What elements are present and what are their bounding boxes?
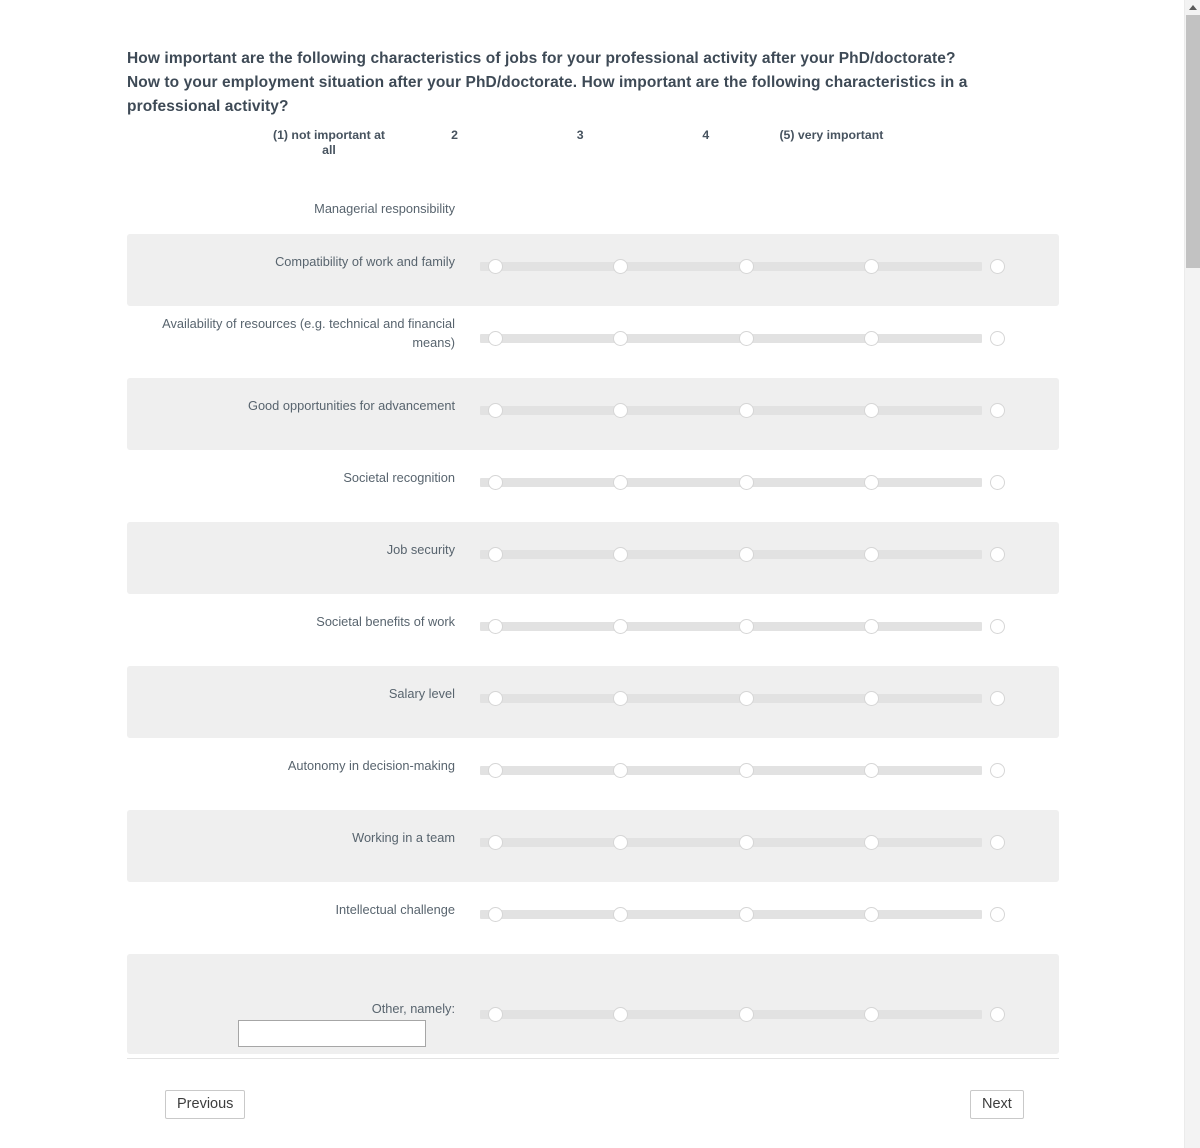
matrix-row <box>127 234 1059 306</box>
row-label: Intellectual challenge <box>335 902 455 917</box>
slider-track[interactable] <box>480 1010 982 1019</box>
matrix-row <box>127 882 1059 954</box>
slider-handle-5[interactable] <box>990 619 1005 634</box>
question-heading-line2: Now to your employment situation after your PhD/doctorate. How important are the following characteristics in a professional activity? <box>127 74 968 115</box>
slider-handle-1[interactable] <box>488 331 503 346</box>
browser-scrollbar-thumb[interactable] <box>1186 15 1200 268</box>
slider-handle-5[interactable] <box>990 331 1005 346</box>
slider-handle-1[interactable] <box>488 547 503 562</box>
slider-handle-1[interactable] <box>488 1007 503 1022</box>
slider-track[interactable] <box>480 838 982 847</box>
slider-handle-3[interactable] <box>739 331 754 346</box>
matrix-row <box>127 306 1059 378</box>
matrix-header-row <box>127 124 1059 162</box>
slider-handle-5[interactable] <box>990 259 1005 274</box>
row-label: Autonomy in decision-making <box>287 758 455 773</box>
footer-divider <box>127 1058 1059 1059</box>
slider-handle-1[interactable] <box>488 835 503 850</box>
matrix-row <box>127 522 1059 594</box>
slider-handle-1[interactable] <box>488 691 503 706</box>
slider-track[interactable] <box>480 478 982 487</box>
browser-scrollbar[interactable] <box>1184 0 1200 1148</box>
matrix-row <box>127 162 1059 234</box>
slider-handle-2[interactable] <box>613 403 628 418</box>
slider-handle-4[interactable] <box>864 331 879 346</box>
slider-handle-4[interactable] <box>864 547 879 562</box>
slider-track[interactable] <box>480 766 982 775</box>
slider-handle-2[interactable] <box>613 331 628 346</box>
slider-handle-2[interactable] <box>613 1007 628 1022</box>
row-label: Salary level <box>388 686 455 701</box>
slider-handle-4[interactable] <box>864 619 879 634</box>
slider-handle-3[interactable] <box>739 403 754 418</box>
scale-header-1: (1) not important at all <box>272 128 386 157</box>
matrix-rows <box>127 162 1059 1054</box>
slider-track[interactable] <box>480 622 982 631</box>
rating-slider[interactable] <box>471 982 991 1054</box>
slider-handle-3[interactable] <box>739 835 754 850</box>
slider-track[interactable] <box>480 406 982 415</box>
slider-track[interactable] <box>480 262 982 271</box>
matrix-row <box>127 666 1059 738</box>
rating-slider[interactable] <box>471 738 991 810</box>
matrix-row <box>127 594 1059 666</box>
scale-header-3: 3 <box>576 128 584 142</box>
slider-handle-4[interactable] <box>864 907 879 922</box>
slider-handle-3[interactable] <box>739 259 754 274</box>
row-label: Other, namely: <box>371 1001 455 1016</box>
slider-handle-5[interactable] <box>990 547 1005 562</box>
row-label: Availability of resources (e.g. technical and financial means) <box>162 316 455 350</box>
matrix-row <box>127 738 1059 810</box>
rating-slider[interactable] <box>471 810 991 882</box>
slider-handle-2[interactable] <box>613 835 628 850</box>
rating-slider[interactable] <box>471 306 991 378</box>
matrix-row <box>127 954 1059 1054</box>
row-label: Compatibility of work and family <box>275 254 455 269</box>
row-label: Societal benefits of work <box>316 614 455 629</box>
slider-handle-2[interactable] <box>613 619 628 634</box>
row-label: Job security <box>386 542 455 557</box>
row-label: Good opportunities for advancement <box>247 398 455 413</box>
slider-handle-2[interactable] <box>613 547 628 562</box>
slider-handle-2[interactable] <box>613 475 628 490</box>
slider-handle-3[interactable] <box>739 763 754 778</box>
scale-header-4: 4 <box>702 128 710 142</box>
slider-handle-3[interactable] <box>739 907 754 922</box>
slider-handle-5[interactable] <box>990 835 1005 850</box>
slider-handle-5[interactable] <box>990 907 1005 922</box>
slider-handle-4[interactable] <box>864 259 879 274</box>
slider-handle-5[interactable] <box>990 691 1005 706</box>
slider-handle-5[interactable] <box>990 763 1005 778</box>
slider-handle-1[interactable] <box>488 619 503 634</box>
slider-handle-4[interactable] <box>864 475 879 490</box>
slider-handle-2[interactable] <box>613 763 628 778</box>
slider-handle-1[interactable] <box>488 763 503 778</box>
slider-handle-3[interactable] <box>739 547 754 562</box>
rating-slider[interactable] <box>471 522 991 594</box>
previous-button[interactable]: Previous <box>165 1090 245 1119</box>
slider-handle-5[interactable] <box>990 1007 1005 1022</box>
slider-handle-3[interactable] <box>739 1007 754 1022</box>
question-block <box>127 47 1027 119</box>
slider-handle-3[interactable] <box>739 691 754 706</box>
other-text-input[interactable] <box>238 1020 426 1047</box>
slider-handle-5[interactable] <box>990 403 1005 418</box>
slider-handle-3[interactable] <box>739 475 754 490</box>
slider-handle-4[interactable] <box>864 1007 879 1022</box>
scale-header-2: 2 <box>451 128 459 142</box>
slider-handle-2[interactable] <box>613 907 628 922</box>
row-label: Societal recognition <box>343 470 455 485</box>
slider-track[interactable] <box>480 694 982 703</box>
slider-handle-4[interactable] <box>864 763 879 778</box>
rating-slider[interactable] <box>471 234 991 306</box>
scale-header-5: (5) very important <box>779 128 884 142</box>
slider-handle-2[interactable] <box>613 691 628 706</box>
row-label: Working in a team <box>352 830 455 845</box>
slider-handle-3[interactable] <box>739 619 754 634</box>
matrix-row <box>127 810 1059 882</box>
slider-handle-4[interactable] <box>864 403 879 418</box>
slider-handle-5[interactable] <box>990 475 1005 490</box>
rating-matrix <box>127 124 1059 1054</box>
matrix-row <box>127 378 1059 450</box>
rating-slider[interactable] <box>471 882 991 954</box>
rating-slider[interactable] <box>471 378 991 450</box>
slider-handle-1[interactable] <box>488 259 503 274</box>
slider-handle-1[interactable] <box>488 907 503 922</box>
rating-slider[interactable] <box>471 666 991 738</box>
slider-handle-1[interactable] <box>488 475 503 490</box>
slider-handle-4[interactable] <box>864 691 879 706</box>
next-button[interactable]: Next <box>970 1090 1024 1119</box>
slider-track[interactable] <box>480 910 982 919</box>
slider-handle-2[interactable] <box>613 259 628 274</box>
scroll-up-arrow-icon[interactable] <box>1185 0 1200 15</box>
question-heading-line1: How important are the following characteristics of jobs for your professional activity after your PhD/doctorate? <box>127 50 956 67</box>
matrix-row <box>127 450 1059 522</box>
slider-handle-4[interactable] <box>864 835 879 850</box>
row-label: Managerial responsibility <box>314 201 455 216</box>
slider-track[interactable] <box>480 334 982 343</box>
slider-track[interactable] <box>480 550 982 559</box>
slider-handle-1[interactable] <box>488 403 503 418</box>
rating-slider[interactable] <box>471 450 991 522</box>
rating-slider[interactable] <box>471 594 991 666</box>
